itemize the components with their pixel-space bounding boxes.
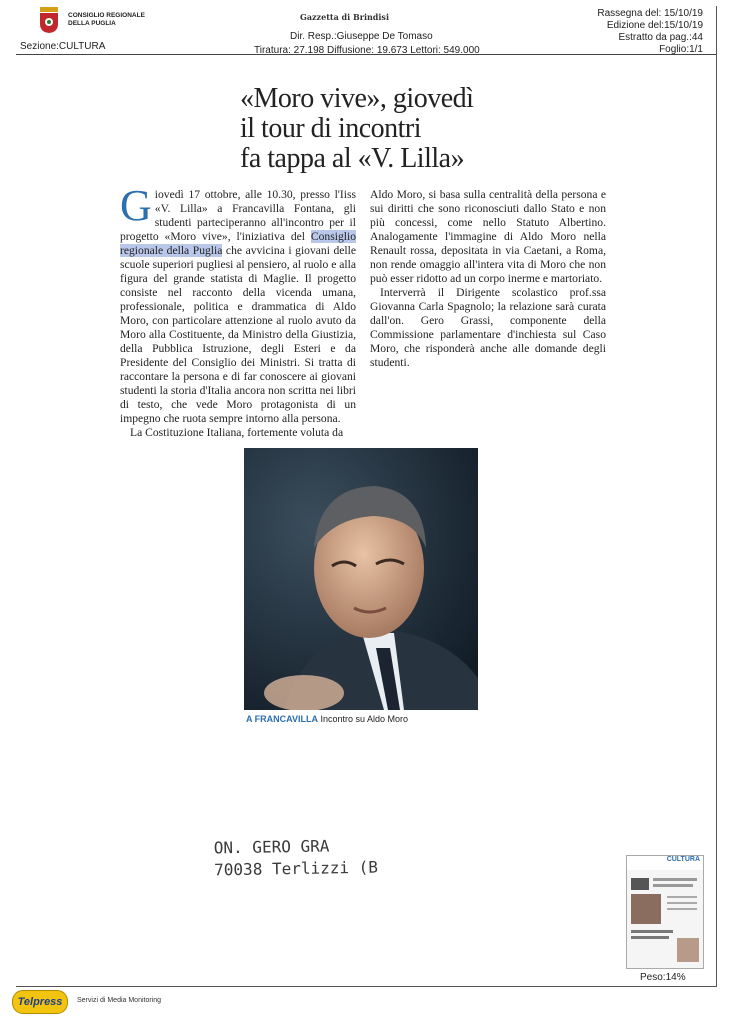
estratto-page: Estratto da pag.:44 xyxy=(618,32,703,43)
caption-city: A FRANCAVILLA xyxy=(246,714,318,724)
article-paragraph-4: Interverrà il Dirigente scolastico prof.ssa Giovanna Carla Spagnolo; la relazione sarà curata dall'on. Gero Grassi, componente della Commissione parlamentare d'inchiesta sul Caso Moro, che risponderà anche alle domande degli studenti. xyxy=(370,286,606,369)
page-thumbnail xyxy=(626,855,704,969)
drop-cap: G xyxy=(120,181,152,230)
article-paragraph-3: Aldo Moro, si basa sulla centralità della persona e sui diritti che sono riconosciuti dallo Stato e non più concessi, come nello Statuto Albertino. Analogamente l'immagine di Aldo Moro nella Renault rossa, depositata in via Caetani, a Roma, non rende omaggio all'intera vita di Moro che non può esser ridotto ad un corpo inerme e martoriato. xyxy=(370,188,606,285)
rassegna-date: Rassegna del: 15/10/19 xyxy=(597,8,703,19)
newspaper-name: Gazzetta di Brindisi xyxy=(300,12,389,22)
clipping-meta xyxy=(597,8,703,56)
caption-text: Incontro su Aldo Moro xyxy=(318,714,409,724)
article-paragraph-1: Giovedì 17 ottobre, alle 10.30, presso l'Iiss «V. Lilla» a Francavilla Fontana, gli studenti parteciperanno all'incontro per il progetto «Moro vive», l'iniziativa del Consiglio regionale della Puglia che avvicina i giovani delle scuole superiori pugliesi al pensiero, al ruolo e alla figura del grande statista di Maglie. Il progetto consiste nel racconto della vicenda umana, professionale, politica e drammatica di Aldo Moro, con particolare attenzione al ruolo avuto da Moro alla Costituente, da Ministro della Giustizia, della Pubblica Istruzione, degli Esteri e da Presidente del Consiglio dei Ministri. Si tratta di raccontare la persona e di far conoscere ai giovani studenti la storia d'Italia ancora non scritta nei libri di testo, che vede Moro protagonista di un impegno che ruota sempre intorno alla persona. xyxy=(120,181,356,425)
article-paragraph-2: La Costituzione Italiana, fortemente voluta da xyxy=(130,426,344,439)
edizione-date: Edizione del:15/10/19 xyxy=(606,20,703,31)
article-column-left xyxy=(120,181,356,440)
article-column-right xyxy=(370,188,606,370)
logo-text: CONSIGLIO REGIONALE DELLA PUGLIA xyxy=(68,12,145,27)
article-headline: «Moro vive», giovedì il tour di incontri fa tappa al «V. Lilla» xyxy=(240,83,474,174)
address-stamp: ON. GERO GRA 70038 Terlizzi (B xyxy=(213,836,379,880)
peso-label: Peso:14% xyxy=(640,972,686,983)
telpress-logo: Telpress xyxy=(12,990,68,1014)
thumbnail-masthead: CULTURA xyxy=(627,856,703,870)
foglio-count: Foglio:1/1 xyxy=(659,44,703,55)
footer-services: Servizi di Media Monitoring xyxy=(77,997,162,1004)
circulation-line: Tiratura: 27.198 Diffusione: 19.673 Lettori: 549.000 xyxy=(254,45,480,56)
consiglio-regionale-logo xyxy=(38,6,60,34)
director-line: Dir. Resp.:Giuseppe De Tomaso xyxy=(290,31,433,42)
photo-caption xyxy=(246,714,408,724)
sezione-label: Sezione:CULTURA xyxy=(20,41,106,52)
aldo-moro-photo xyxy=(244,448,478,710)
highlighted-text: Consiglio regionale della Puglia xyxy=(120,230,356,257)
